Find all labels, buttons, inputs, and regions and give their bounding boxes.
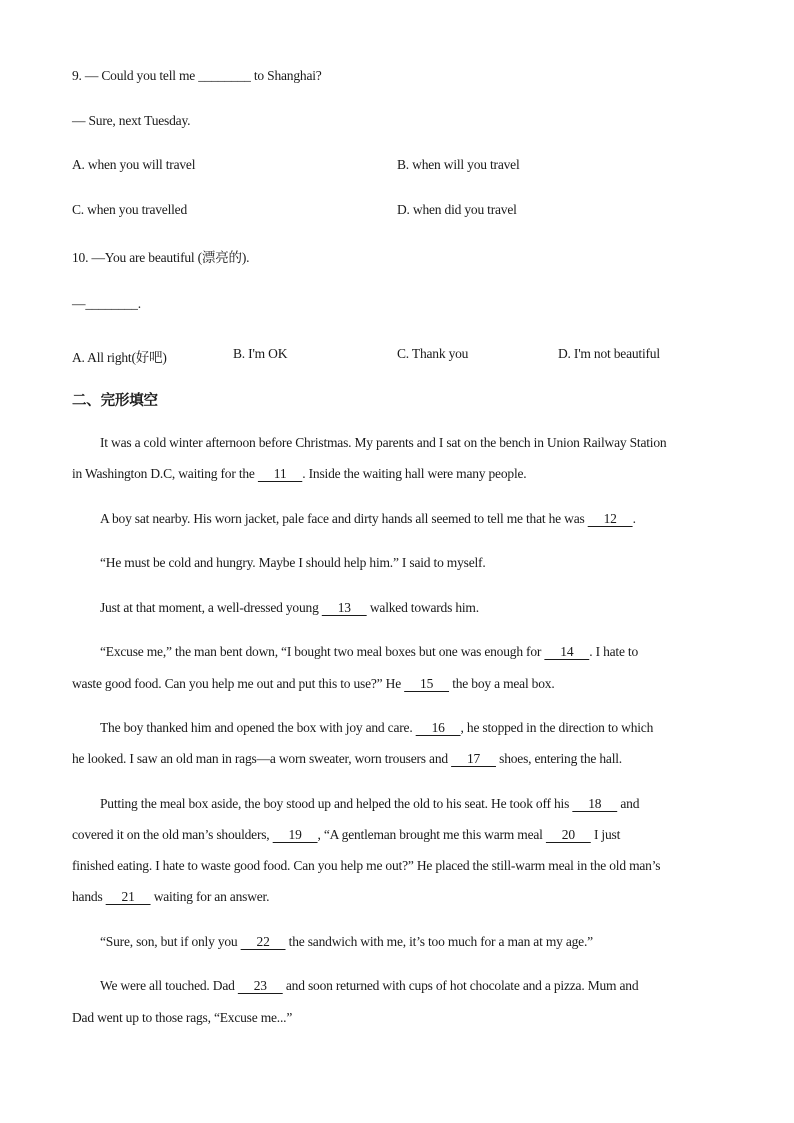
text-run: “Sure, son, but if only you	[100, 934, 241, 949]
passage-p7-line3: finished eating. I hate to waste good food. Can you help me out?” He placed the still-warm meal in the old man’s	[72, 858, 661, 873]
text-run: shoes, entering the hall.	[495, 751, 622, 766]
q9-option-a: A. when you will travel	[72, 157, 196, 172]
blank-23: 23	[237, 978, 283, 993]
passage-p5-line1	[100, 644, 638, 660]
q10-stem: 10. —You are beautiful (漂亮的).	[72, 250, 250, 265]
text-run: The boy thanked him and opened the box with joy and care.	[100, 720, 416, 735]
q10-blank: ________	[85, 296, 138, 311]
text-run: and soon returned with cups of hot chocolate and a pizza. Mum and	[282, 978, 639, 993]
text-run: We were all touched. Dad	[100, 978, 238, 993]
q10-option-c: C. Thank you	[397, 346, 469, 361]
text-run: A boy sat nearby. His worn jacket, pale face and dirty hands all seemed to tell me that he was	[100, 511, 588, 526]
passage-p5-line2	[72, 676, 555, 692]
passage-p7-line2	[72, 827, 620, 843]
text-run: “Excuse me,” the man bent down, “I bought two meal boxes but one was enough for	[100, 644, 545, 659]
text-run: the sandwich with me, it’s too much for a man at my age.”	[285, 934, 593, 949]
section-heading: 二、完形填空	[72, 393, 158, 409]
q9-reply: — Sure, next Tuesday.	[72, 113, 191, 128]
passage-p1-line2	[72, 466, 526, 482]
passage-p3: “He must be cold and hungry. Maybe I should help him.” I said to myself.	[100, 555, 486, 570]
text-run: waste good food. Can you help me out and put this to use?” He	[72, 676, 405, 691]
text-run: , he stopped in the direction to which	[460, 720, 654, 735]
passage-p1-line1: It was a cold winter afternoon before Christmas. My parents and I sat on the bench in Union Railway Station	[100, 435, 667, 450]
q10-option-a: A. All right(好吧)	[72, 350, 167, 365]
text-run: walked towards him.	[366, 600, 479, 615]
text-run: . Inside the waiting hall were many people.	[302, 466, 527, 481]
blank-19: 19	[272, 827, 318, 842]
text-run: the boy a meal box.	[449, 676, 555, 691]
q9-blank: ________	[198, 68, 251, 83]
blank-18: 18	[572, 796, 618, 811]
blank-16: 16	[415, 720, 461, 735]
blank-14: 14	[544, 644, 590, 659]
text-run: hands	[72, 889, 106, 904]
q9-option-d: D. when did you travel	[397, 202, 517, 217]
q10-option-d: D. I'm not beautiful	[558, 346, 660, 361]
passage-p9-line2: Dad went up to those rags, “Excuse me...”	[72, 1010, 293, 1025]
text-run: in Washington D.C, waiting for the	[72, 466, 258, 481]
q10-option-b: B. I'm OK	[233, 346, 288, 361]
text-run: and	[617, 796, 640, 811]
blank-17: 17	[451, 751, 496, 766]
q10-reply-end: .	[137, 296, 141, 311]
text-run: Just at that moment, a well-dressed young	[100, 600, 322, 615]
text-run: waiting for an answer.	[150, 889, 270, 904]
text-run: he looked. I saw an old man in rags—a worn sweater, worn trousers and	[72, 751, 452, 766]
passage-p8	[100, 934, 593, 950]
passage-p2	[100, 511, 636, 527]
blank-15: 15	[404, 676, 450, 691]
q9-option-b: B. when will you travel	[397, 157, 520, 172]
blank-22: 22	[240, 934, 286, 949]
passage-p9-line1	[100, 978, 638, 994]
q9-stem-text: 9. — Could you tell me	[72, 68, 199, 83]
text-run: covered it on the old man’s shoulders,	[72, 827, 273, 842]
text-run: .	[632, 511, 636, 526]
passage-p6-line1	[100, 720, 653, 736]
q9-stem	[72, 68, 322, 84]
text-run: Putting the meal box aside, the boy stood up and helped the old to his seat. He took off his	[100, 796, 573, 811]
q9-option-c: C. when you travelled	[72, 202, 188, 217]
text-run: I just	[590, 827, 621, 842]
text-run: . I hate to	[589, 644, 639, 659]
text-run: , “A gentleman brought me this warm meal	[317, 827, 546, 842]
passage-p7-line4	[72, 889, 269, 905]
q10-reply-dash: —	[72, 296, 86, 311]
q10-reply	[72, 296, 141, 312]
q9-stem-text-end: to Shanghai?	[250, 68, 322, 83]
passage-p7-line1	[100, 796, 639, 812]
blank-20: 20	[545, 827, 591, 842]
blank-21: 21	[105, 889, 151, 904]
blank-11: 11	[257, 466, 303, 481]
blank-12: 12	[587, 511, 633, 526]
passage-p4	[100, 600, 479, 616]
passage-p6-line2	[72, 751, 622, 767]
blank-13: 13	[321, 600, 367, 615]
